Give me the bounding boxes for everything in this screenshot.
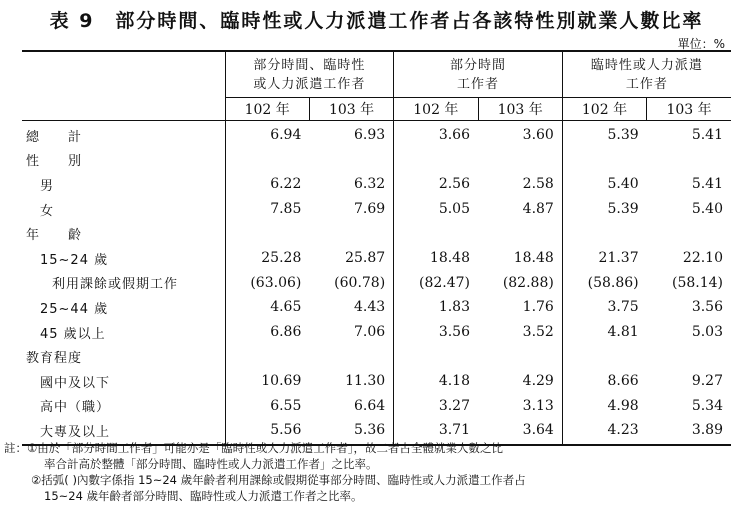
footnote-1-line-2: 率合計高於整體「部分時間、臨時性或人力派遣工作者」之比率。: [44, 457, 378, 471]
value-cell: 25.87: [345, 250, 386, 267]
value-cell: 2.56: [394, 172, 478, 197]
group-header-temporary-line2: 工作者: [625, 76, 668, 92]
group-header-all: [225, 51, 394, 98]
value-cell: (60.78): [334, 274, 386, 291]
row-label: 大專及以上: [22, 418, 225, 445]
value-cell: 6.93: [354, 127, 386, 144]
row-label: 男: [40, 178, 55, 194]
value-cell: 6.86: [225, 320, 309, 345]
row-label: 15~24 歲: [40, 252, 109, 268]
value-cell: [647, 344, 731, 369]
value-cell: [394, 148, 478, 173]
value-cell: [478, 148, 562, 173]
value-cell: 5.40: [562, 172, 646, 197]
row-label: 高中（職）: [40, 400, 111, 416]
value-cell: (82.47): [394, 271, 478, 296]
value-cell: [309, 148, 393, 173]
row-label: 國中及以下: [40, 375, 111, 391]
value-cell: 18.48: [513, 250, 554, 267]
value-cell: 5.41: [691, 176, 723, 193]
group-header-temporary: [562, 51, 731, 98]
value-cell: 5.39: [562, 197, 646, 222]
value-cell: (58.14): [671, 274, 723, 291]
group-header-all-line1: 部分時間、臨時性: [253, 57, 366, 73]
value-cell: 6.64: [354, 397, 386, 414]
value-cell: 3.66: [394, 121, 478, 148]
footnote-1-line-1: 註：①由於「部分時間工作者」可能亦是「臨時性或人力派遣工作者」，故二者占全體就業人數之比: [4, 441, 504, 455]
value-cell: 3.56: [394, 320, 478, 345]
value-cell: 4.43: [354, 299, 386, 316]
value-cell: 5.03: [691, 324, 723, 341]
value-cell: 3.71: [394, 418, 478, 445]
value-cell: 9.27: [691, 373, 723, 390]
year-header: 102 年: [394, 98, 478, 121]
row-label: 25~44 歲: [40, 301, 109, 317]
table-row: [22, 221, 731, 246]
row-label: 利用課餘或假期工作: [52, 277, 179, 293]
value-cell: 7.69: [354, 201, 386, 218]
value-cell: 5.40: [691, 201, 723, 218]
value-cell: [562, 344, 646, 369]
corner-cell: [22, 51, 225, 98]
value-cell: 3.27: [394, 394, 478, 419]
footnote-2-line-2: 15~24 歲年齡者部分時間、臨時性或人力派遣工作者之比率。: [44, 489, 363, 503]
table-row: [22, 271, 731, 296]
footnotes: [4, 440, 749, 504]
value-cell: 6.55: [225, 394, 309, 419]
value-cell: 1.76: [522, 299, 554, 316]
group-header-all-line2: 或人力派遣工作者: [253, 76, 366, 92]
table-row: [22, 148, 731, 173]
value-cell: 4.87: [522, 201, 554, 218]
year-header-row: [22, 98, 731, 121]
value-cell: 1.83: [394, 295, 478, 320]
value-cell: 4.81: [562, 320, 646, 345]
table-row: [22, 394, 731, 419]
value-cell: 8.66: [562, 369, 646, 394]
row-label: 年 齡: [26, 228, 83, 244]
value-cell: (63.06): [225, 271, 309, 296]
value-cell: 3.89: [647, 418, 731, 445]
value-cell: 25.28: [225, 246, 309, 271]
table-row: [22, 121, 731, 148]
table-row: [22, 197, 731, 222]
value-cell: [562, 148, 646, 173]
value-cell: 10.69: [225, 369, 309, 394]
year-header: 102 年: [225, 98, 309, 121]
value-cell: 3.64: [478, 418, 562, 445]
value-cell: 5.34: [691, 397, 723, 414]
row-label: 總 計: [26, 129, 83, 145]
value-cell: 6.22: [225, 172, 309, 197]
value-cell: [562, 221, 646, 246]
value-cell: 22.10: [682, 250, 723, 267]
value-cell: (58.86): [562, 271, 646, 296]
table-title: 表 9 部分時間、臨時性或人力派遣工作者占各該特性別就業人數比率: [49, 10, 704, 32]
value-cell: 2.58: [522, 176, 554, 193]
value-cell: 5.41: [691, 127, 723, 144]
statistics-table: [22, 50, 731, 446]
unit-label: 單位：%: [677, 37, 725, 51]
table-row: [22, 172, 731, 197]
value-cell: 5.05: [394, 197, 478, 222]
year-header: 102 年: [562, 98, 646, 121]
row-label: 性 別: [26, 154, 83, 170]
group-header-row: [22, 51, 731, 98]
table-row: [22, 246, 731, 271]
value-cell: 5.36: [309, 418, 393, 445]
table-row: [22, 320, 731, 345]
value-cell: 4.18: [394, 369, 478, 394]
table-body: [22, 121, 731, 445]
value-cell: [309, 221, 393, 246]
value-cell: 3.60: [522, 127, 554, 144]
footnote-2-line-1: ②括弧( )內數字係指 15~24 歲年齡者利用課餘或假期從事部分時間、臨時性或人力派遣工作者占: [31, 473, 526, 487]
value-cell: 18.48: [394, 246, 478, 271]
value-cell: [647, 221, 731, 246]
value-cell: 11.30: [345, 373, 386, 390]
value-cell: [647, 148, 731, 173]
value-cell: 5.56: [225, 418, 309, 445]
corner-cell-lower: [22, 98, 225, 121]
year-header: 103 年: [309, 98, 393, 121]
value-cell: 6.32: [354, 176, 386, 193]
table-row: [22, 295, 731, 320]
group-header-temporary-line1: 臨時性或人力派遣: [590, 57, 703, 73]
group-header-parttime: [394, 51, 563, 98]
value-cell: 3.13: [522, 397, 554, 414]
value-cell: (82.88): [502, 274, 554, 291]
value-cell: [309, 344, 393, 369]
row-label: 45 歲以上: [40, 326, 106, 342]
value-cell: 7.85: [225, 197, 309, 222]
value-cell: 4.23: [562, 418, 646, 445]
year-header: 103 年: [647, 98, 731, 121]
value-cell: 5.39: [562, 121, 646, 148]
value-cell: 4.65: [225, 295, 309, 320]
value-cell: 4.98: [562, 394, 646, 419]
value-cell: 3.75: [562, 295, 646, 320]
value-cell: [225, 344, 309, 369]
value-cell: [478, 344, 562, 369]
year-header: 103 年: [478, 98, 562, 121]
value-cell: [225, 148, 309, 173]
value-cell: [478, 221, 562, 246]
value-cell: [225, 221, 309, 246]
value-cell: 7.06: [354, 324, 386, 341]
group-header-parttime-line1: 部分時間: [450, 57, 507, 73]
value-cell: 6.94: [225, 121, 309, 148]
value-cell: 4.29: [522, 373, 554, 390]
value-cell: 3.52: [522, 324, 554, 341]
value-cell: 3.56: [691, 299, 723, 316]
value-cell: 21.37: [562, 246, 646, 271]
value-cell: [394, 344, 478, 369]
group-header-parttime-line2: 工作者: [457, 76, 500, 92]
row-label: 教育程度: [26, 351, 83, 367]
table-row: [22, 344, 731, 369]
table-row: [22, 369, 731, 394]
row-label: 女: [40, 203, 55, 219]
value-cell: [394, 221, 478, 246]
